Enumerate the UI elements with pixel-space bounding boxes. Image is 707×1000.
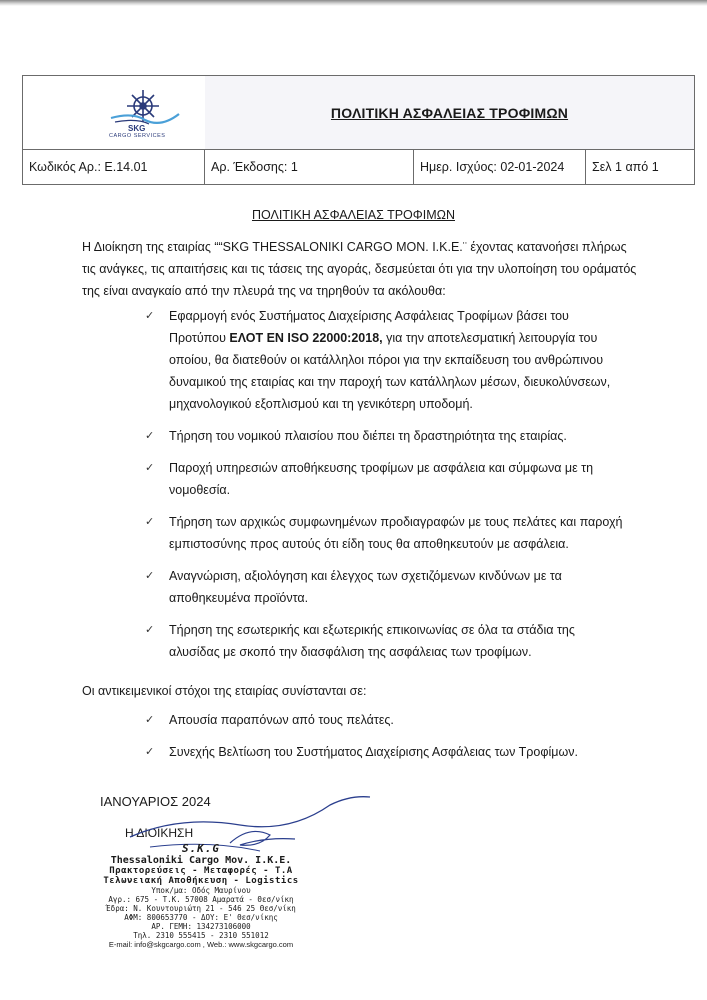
item-text: Τήρηση της εσωτερικής και εξωτερικής επικοινωνίας σε όλα τα στάδια της αλυσίδας με σκοπό την διασφάλιση της ασφάλειας των τροφίμων. bbox=[169, 623, 575, 659]
stamp-line: E-mail: info@skgcargo.com , Web.: www.skgcargo.com bbox=[108, 940, 294, 949]
commitments-list bbox=[145, 305, 625, 663]
item-text: Συνεχής Βελτίωση του Συστήματος Διαχείρισης Ασφάλειας των Τροφίμων. bbox=[169, 745, 578, 759]
signature-title: Η ΔΙΟΙΚΗΣΗ bbox=[125, 826, 194, 840]
item-text: Τήρηση των αρχικώς συμφωνημένων προδιαγραφών με τους πελάτες και παροχή εμπιστοσύνης προς αυτούς ότι είδη τους θα αποθηκευτούν με ασφάλεια. bbox=[169, 515, 623, 551]
doc-code: Κωδικός Αρ.: Ε.14.01 bbox=[23, 150, 205, 184]
stamp-line: Έδρα: Ν. Κουντουριώτη 21 - 546 25 Θεσ/νίκη bbox=[106, 904, 296, 913]
check-icon: ✓ bbox=[145, 516, 155, 528]
item-text: Τήρηση του νομικού πλαισίου που διέπει τη δραστηριότητα της εταιρίας. bbox=[169, 429, 567, 443]
header-title: ΠΟΛΙΤΙΚΗ ΑΣΦΑΛΕΙΑΣ ΤΡΟΦΙΜΩΝ bbox=[330, 104, 569, 121]
item-text: Παροχή υπηρεσιών αποθήκευσης τροφίμων με ασφάλεια και σύμφωνα με τη νομοθεσία. bbox=[169, 461, 594, 497]
check-icon: ✓ bbox=[145, 624, 155, 636]
stamp-line: Αγρ.: 675 - Τ.Κ. 57008 Αμαρατά - Θεσ/νίκη bbox=[108, 895, 294, 904]
stamp-line: ΑΡ. ΓΕΜΗ: 134273106000 bbox=[151, 922, 251, 931]
check-icon: ✓ bbox=[145, 714, 155, 726]
list-item bbox=[145, 511, 625, 555]
list-item bbox=[145, 305, 625, 415]
header-table bbox=[22, 75, 695, 185]
list-item bbox=[145, 619, 625, 663]
check-icon: ✓ bbox=[145, 570, 155, 582]
stamp-logo: S.K.G bbox=[181, 842, 221, 855]
intro-paragraph: Η Διοίκηση της εταιρίας ““SKG THESSALONIKI CARGO MON. I.K.E.¨ έχοντας κατανοήσει πλήρως τις ανάγκες, τις απαιτήσεις και τις τάσεις της αγοράς, δεσμεύεται ότι για την υλοποίηση του οράματός της είναι αναγκαίο από την πλευρά της να τηρηθούν τα ακόλουθα: bbox=[82, 240, 637, 298]
stamp-line: Τηλ. 2310 555415 - 2310 551012 bbox=[133, 931, 269, 940]
check-icon: ✓ bbox=[145, 310, 155, 322]
logo-name: SKG bbox=[128, 124, 146, 133]
item-text-post: για την αποτελεσματική λειτουργία του οποίου, θα διατεθούν οι κατάλληλοι πόροι για την εκπαίδευση του ανθρώπινου δυναμικού της εταιρίας και την παροχή των κατάλληλων μέσων, διευκολύνσεων, μηχανολογικού εξοπλισμού και τη γενικότερη υποδομή. bbox=[169, 331, 611, 411]
item-text-bold: ΕΛΟΤ ΕΝ ISO 22000:2018, bbox=[229, 331, 383, 345]
logo-subtitle: CARGO SERVICES bbox=[109, 133, 166, 139]
valid-date: Ημερ. Ισχύος: 02-01-2024 bbox=[414, 150, 586, 184]
list-item bbox=[145, 457, 625, 501]
list-item bbox=[145, 741, 625, 763]
company-stamp bbox=[96, 842, 306, 949]
stamp-line: Τελωνειακή Αποθήκευση - Logistics bbox=[103, 876, 299, 886]
scan-edge bbox=[0, 0, 707, 6]
list-item bbox=[145, 565, 625, 609]
signature-date: ΙΑΝΟΥΑΡΙΟΣ 2024 bbox=[100, 794, 211, 809]
list-item bbox=[145, 425, 625, 447]
stamp-line: ΑΦΜ: 800653770 - ΔΟΥ: Ε' Θεσ/νίκης bbox=[124, 913, 278, 922]
item-text: Απουσία παραπόνων από τους πελάτες. bbox=[169, 713, 394, 727]
stamp-line: Υποκ/μα: Οδός Μαυρίνου bbox=[151, 886, 251, 895]
document-title: ΠΟΛΙΤΙΚΗ ΑΣΦΑΛΕΙΑΣ ΤΡΟΦΙΜΩΝ bbox=[251, 208, 455, 222]
stamp-company: Thessaloniki Cargo Mov. I.K.E. bbox=[110, 855, 292, 866]
list-item bbox=[145, 709, 625, 731]
goals-intro: Οι αντικειμενικοί στόχοι της εταιρίας συνίστανται σε: bbox=[82, 684, 367, 698]
check-icon: ✓ bbox=[145, 746, 155, 758]
edition-number: Αρ. Έκδοσης: 1 bbox=[205, 150, 414, 184]
check-icon: ✓ bbox=[145, 430, 155, 442]
goals-list bbox=[145, 709, 625, 763]
item-text-pre: Εφαρμογή ενός Συστήματος Διαχείρισης Ασφάλειας Τροφίμων βάσει του Προτύπου bbox=[169, 309, 569, 345]
stamp-line: Πρακτορεύσεις - Μεταφορές - Τ.Α bbox=[109, 866, 293, 876]
header-info-row bbox=[23, 149, 694, 184]
header-title-cell bbox=[205, 76, 694, 149]
item-text: Αναγνώριση, αξιολόγηση και έλεγχος των σχετιζόμενων κινδύνων με τα αποθηκευμένα προϊόντα. bbox=[169, 569, 562, 605]
logo-cell bbox=[23, 76, 206, 149]
check-icon: ✓ bbox=[145, 462, 155, 474]
page-number: Σελ 1 από 1 bbox=[592, 160, 659, 174]
